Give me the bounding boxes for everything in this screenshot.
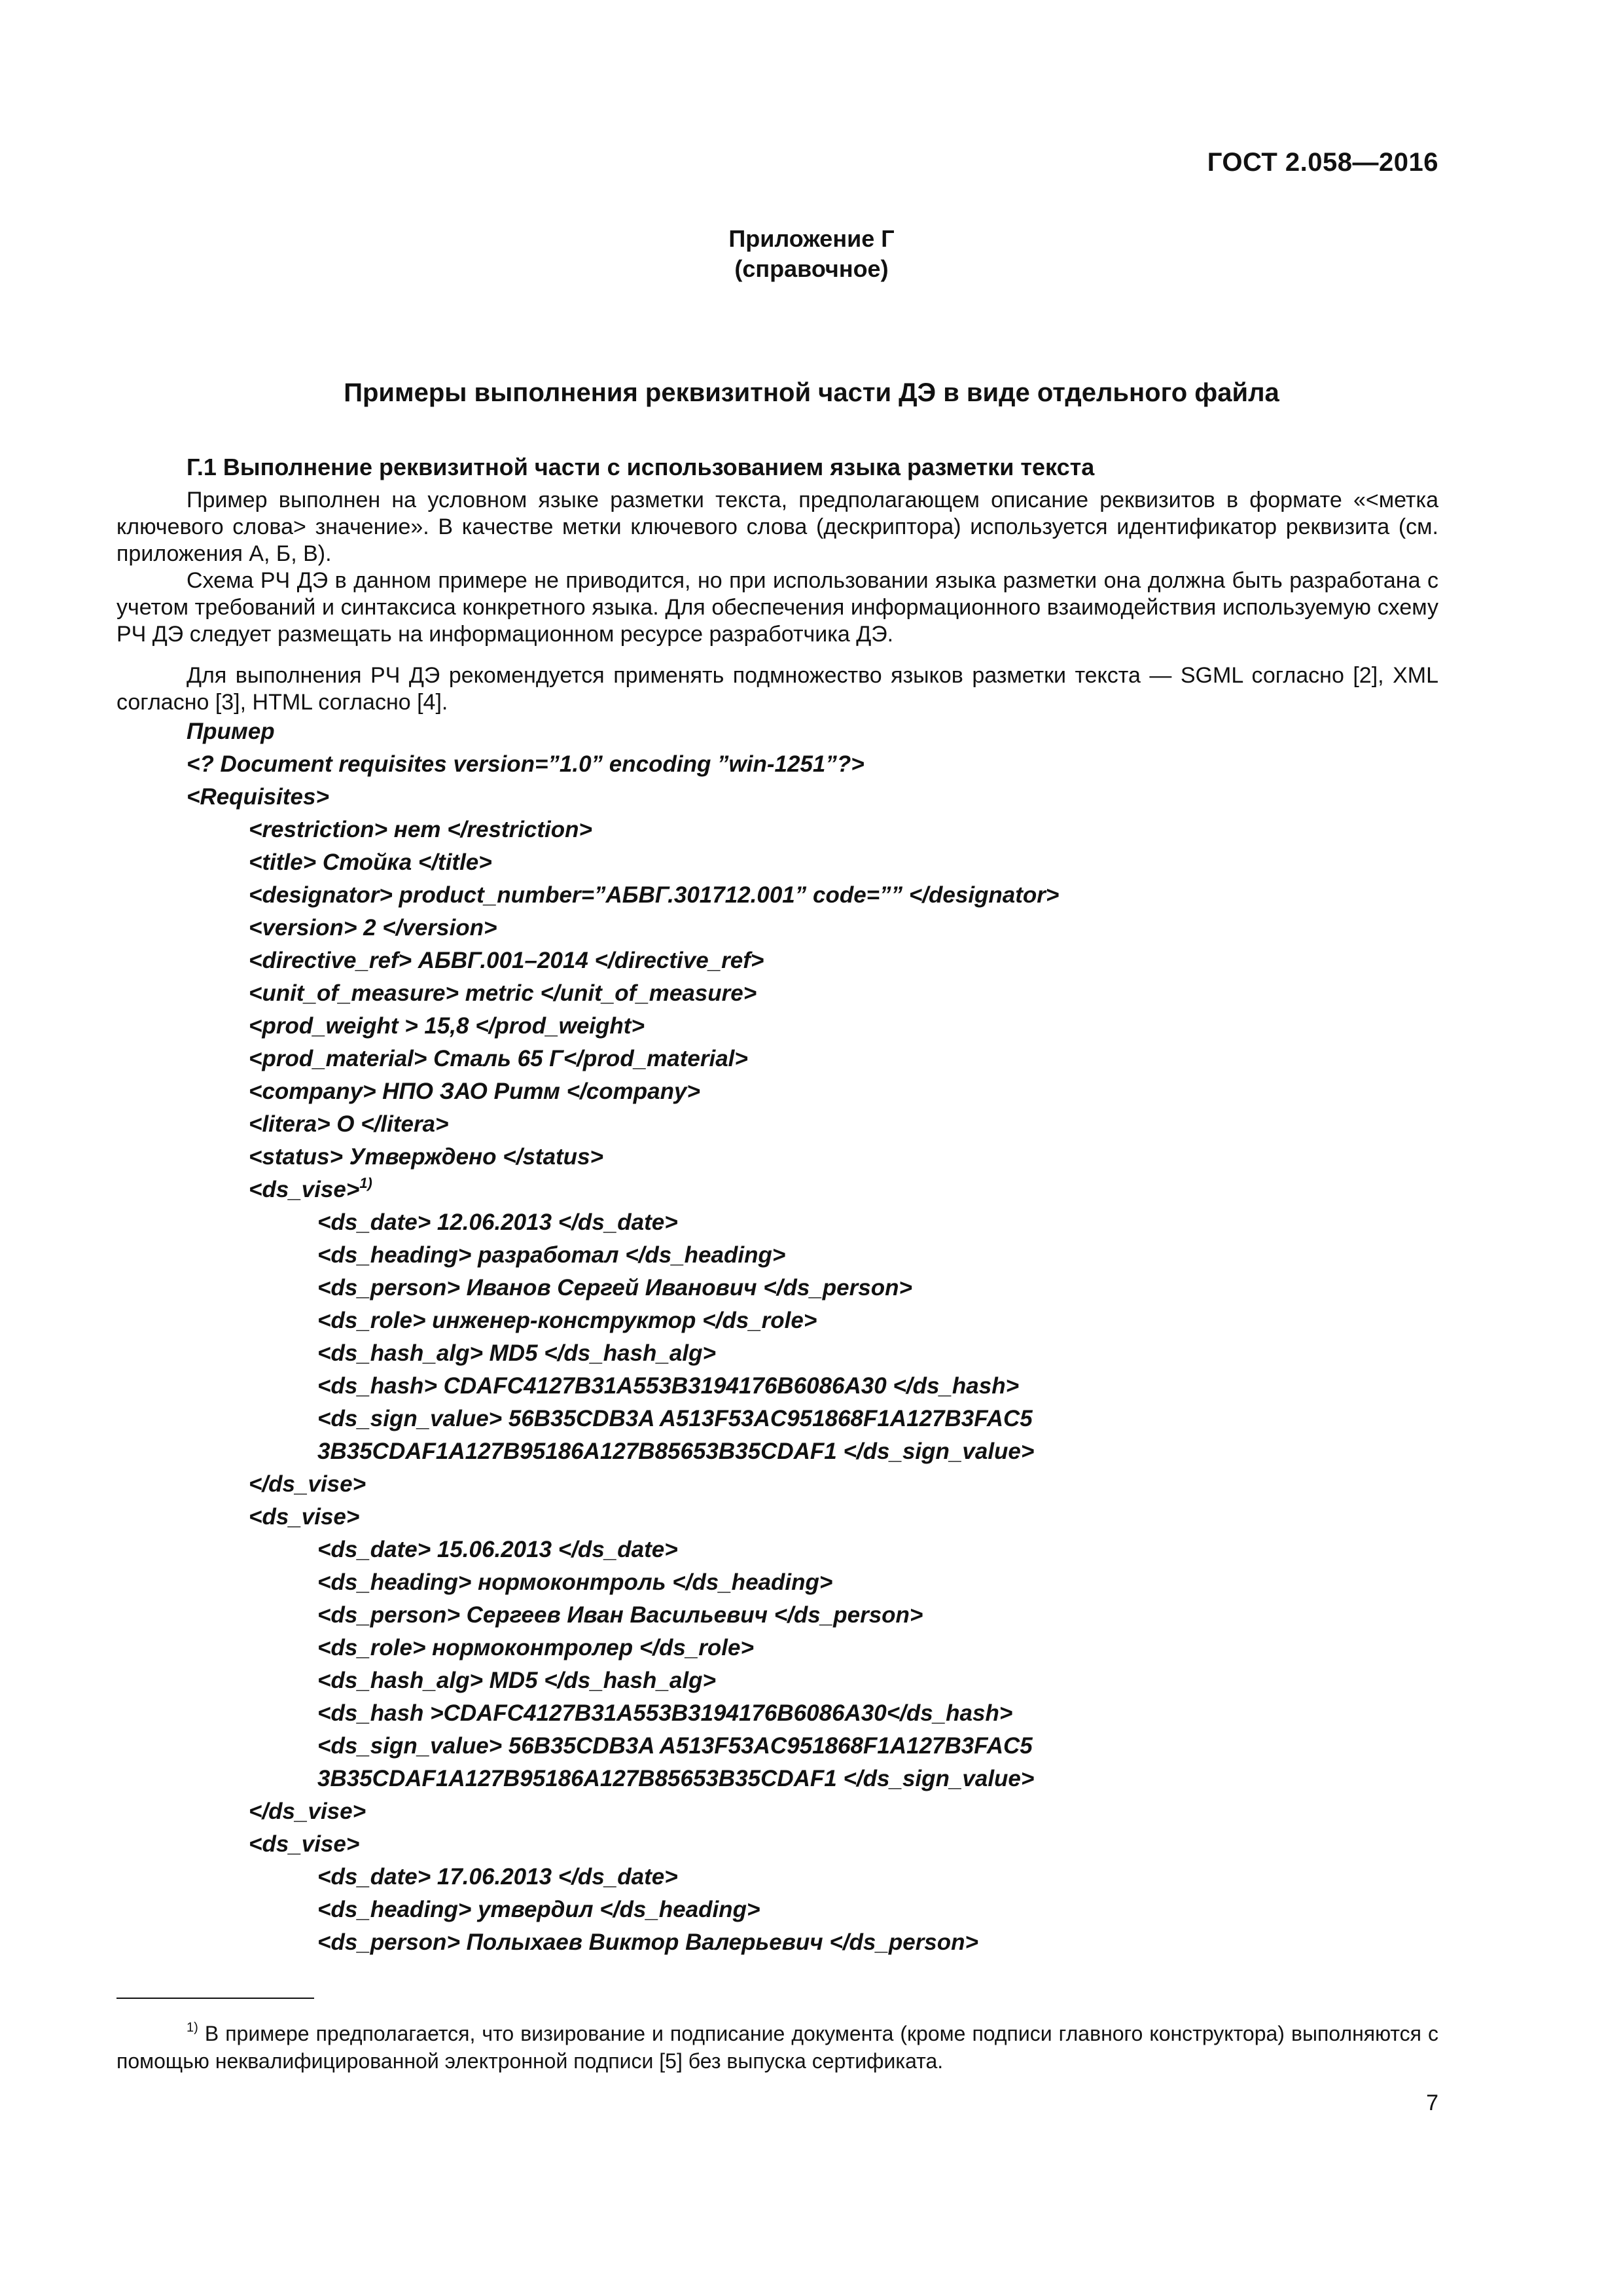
page-number: 7 [1426, 2090, 1438, 2115]
code-line: <ds_hash> CDAFC4127B31A553B3194176B6086A30 </ds_hash> [317, 1373, 1020, 1399]
code-line: <unit_of_measure> metric </unit_of_measure> [249, 980, 757, 1006]
code-line: <ds_heading> утвердил </ds_heading> [317, 1897, 760, 1922]
code-line: <title> Стойка </title> [249, 850, 492, 875]
code-line: </ds_vise> [249, 1471, 366, 1497]
code-line: <ds_hash_alg> MD5 </ds_hash_alg> [317, 1668, 716, 1693]
code-line: <litera> О </litera> [249, 1111, 449, 1137]
code-line: <ds_date> 15.06.2013 </ds_date> [317, 1537, 678, 1562]
code-line: <ds_sign_value> 56B35CDB3A A513F53AC951868F1A127B3FAC5 [317, 1733, 1033, 1759]
code-line: </ds_vise> [249, 1799, 366, 1824]
code-line: 3B35CDAF1A127B95186A127B85653B35CDAF1 </ds_sign_value> [317, 1766, 1035, 1791]
example-label: Пример [187, 719, 275, 744]
code-line: <ds_vise> [249, 1831, 360, 1857]
code-text: <ds_vise> [249, 1177, 360, 1202]
appendix-title: Приложение Г [728, 225, 895, 252]
code-line: <ds_person> Полыхаев Виктор Валерьевич </ds_person> [317, 1929, 978, 1955]
code-line: <version> 2 </version> [249, 915, 497, 941]
code-line: <ds_person> Иванов Сергей Иванович </ds_person> [317, 1275, 912, 1300]
code-line: <ds_date> 12.06.2013 </ds_date> [317, 1210, 678, 1235]
footnote-separator [116, 1998, 314, 1999]
code-line: <directive_ref> АБВГ.001–2014 </directive_ref> [249, 948, 764, 973]
appendix-heading [0, 224, 1623, 284]
section-title: Г.1 Выполнение реквизитной части с использованием языка разметки текста [187, 454, 1095, 480]
code-line: <prod_weight > 15,8 </prod_weight> [249, 1013, 645, 1039]
code-line: <prod_material> Сталь 65 Г</prod_material> [249, 1046, 748, 1071]
footnote-reference: 1) [359, 1175, 372, 1191]
footnote-marker: 1) [187, 2020, 198, 2035]
code-line: <company> НПО ЗАО Ритм </company> [249, 1079, 700, 1104]
code-line: 3B35CDAF1A127B95186A127B85653B35CDAF1 </ds_sign_value> [317, 1439, 1035, 1464]
paragraph-3: Для выполнения РЧ ДЭ рекомендуется применять подмножество языков разметки текста — SGML согласно [2], XML согласно [3], HTML согласно [4]. [116, 663, 1438, 715]
code-line: <ds_heading> разработал </ds_heading> [317, 1242, 786, 1268]
code-line: <ds_role> нормоконтролер </ds_role> [317, 1635, 754, 1660]
paragraph-1: Пример выполнен на условном языке разметки текста, предполагающем описание реквизитов в формате «<метка ключевого слова> значение». В качестве метки ключевого слова (дескриптора) используется идентификатор реквизита (см. приложения А, Б, В). [116, 488, 1438, 566]
code-line: <status> Утверждено </status> [249, 1144, 603, 1170]
footnote [116, 2020, 1438, 2075]
appendix-subtitle: (справочное) [734, 255, 889, 282]
code-line: <Requisites> [187, 784, 329, 810]
code-line: <ds_role> инженер-конструктор </ds_role> [317, 1308, 817, 1333]
code-line: <restriction> нет </restriction> [249, 817, 592, 842]
code-line: <ds_heading> нормоконтроль </ds_heading> [317, 1570, 833, 1595]
code-line: <ds_hash >CDAFC4127B31A553B3194176B6086A30</ds_hash> [317, 1700, 1013, 1726]
footnote-text: В примере предполагается, что визирование и подписание документа (кроме подписи главного конструктора) выполняются с помощью неквалифицированной электронной подписи [5] без выпуска сертификата. [116, 2022, 1439, 2073]
code-line: <designator> product_number=”АБВГ.301712.001” code=”” </designator> [249, 882, 1060, 908]
code-line: <? Document requisites version=”1.0” encoding ”win-1251”?> [187, 751, 865, 777]
code-line-with-footnote [249, 1177, 372, 1203]
code-line: <ds_sign_value> 56B35CDB3A A513F53AC951868F1A127B3FAC5 [317, 1406, 1033, 1431]
code-line: <ds_vise> [249, 1504, 360, 1530]
code-line: <ds_date> 17.06.2013 </ds_date> [317, 1864, 678, 1890]
document-title: Примеры выполнения реквизитной части ДЭ в виде отдельного файла [344, 378, 1279, 407]
code-line: <ds_hash_alg> MD5 </ds_hash_alg> [317, 1340, 716, 1366]
paragraph-2: Схема РЧ ДЭ в данном примере не приводится, но при использовании языка разметки она должна быть разработана с учетом требований и синтаксиса конкретного языка. Для обеспечения информационного взаимодействия используемую схему РЧ ДЭ следует размещать на информационном ресурсе разработчика ДЭ. [116, 568, 1438, 647]
code-line: <ds_person> Сергеев Иван Васильевич </ds_person> [317, 1602, 923, 1628]
standard-designation: ГОСТ 2.058—2016 [1207, 148, 1438, 177]
